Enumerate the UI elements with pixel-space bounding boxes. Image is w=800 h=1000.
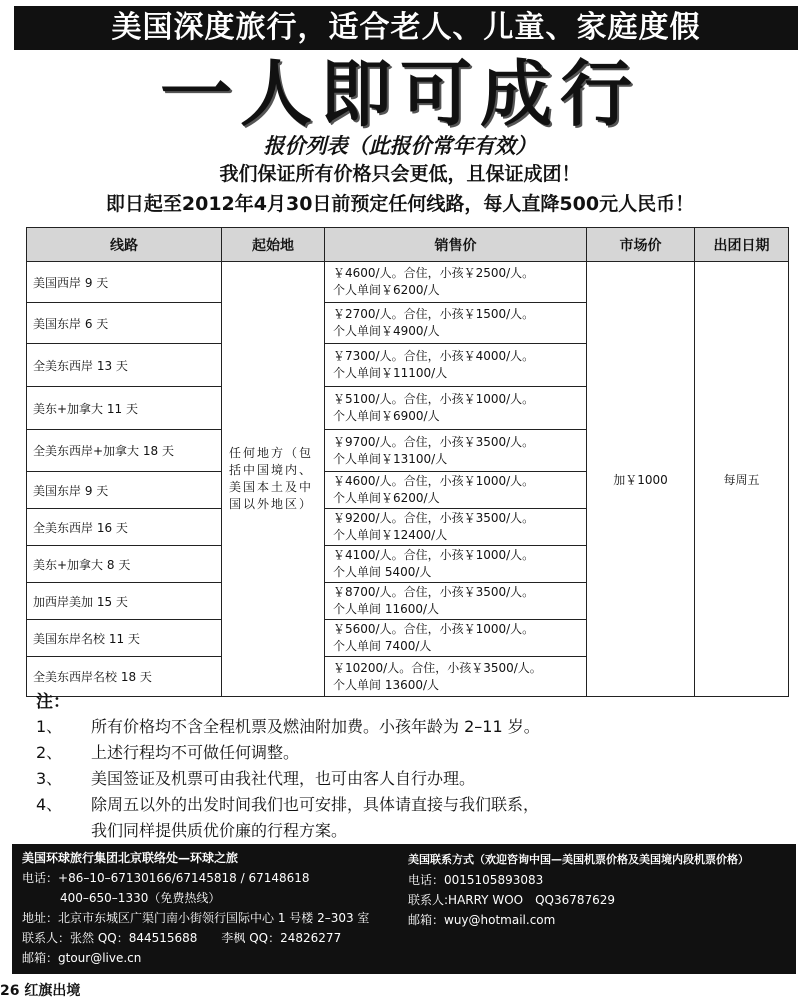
top-banner: 美国深度旅行，适合老人、儿童、家庭度假	[14, 6, 798, 50]
email-address: gtour@live.cn	[58, 951, 142, 965]
route-cell: 全美东西岸 13 天	[27, 344, 222, 387]
price-line-single: 个人单间￥6200/人	[333, 283, 440, 297]
price-line-shared: ￥9200/人。合住，小孩￥3500/人。	[333, 511, 535, 525]
address: 地址：北京市东城区广渠门南小街领行国际中心 1 号楼 2–303 室	[22, 911, 370, 925]
header-departure: 起始地	[222, 228, 325, 262]
note-continuation: 我们同样提供质优价廉的行程方案。	[91, 821, 348, 840]
price-cell	[325, 509, 587, 546]
note-number: 4、	[36, 795, 63, 814]
route-cell: 全美东西岸名校 18 天	[27, 657, 222, 697]
price-cell	[325, 344, 587, 387]
usa-email: 邮箱：wuy@hotmail.com	[408, 913, 556, 927]
price-line-single: 个人单间 5400/人	[333, 565, 432, 579]
price-cell	[325, 303, 587, 344]
price-line-shared: ￥4100/人。合住，小孩￥1000/人。	[333, 548, 535, 562]
price-line-shared: ￥4600/人。合住，小孩￥1000/人。	[333, 474, 535, 488]
usa-contact-title: 美国联系方式（欢迎咨询中国—美国机票价格及美国境内段机票价格）	[408, 853, 749, 866]
contacts: 联系人：张然 QQ：844515688 李枫 QQ：24826277	[22, 931, 342, 945]
note-item	[36, 792, 776, 818]
route-cell: 加西岸美加 15 天	[27, 583, 222, 620]
table-header-row	[27, 228, 789, 262]
route-cell: 美国东岸名校 11 天	[27, 620, 222, 657]
note-item	[36, 766, 776, 792]
price-cell	[325, 430, 587, 472]
route-cell: 美东+加拿大 8 天	[27, 546, 222, 583]
price-cell	[325, 546, 587, 583]
route-cell: 美国西岸 9 天	[27, 262, 222, 303]
price-cell	[325, 262, 587, 303]
route-cell: 美东+加拿大 11 天	[27, 387, 222, 430]
price-line-single: 个人单间￥6900/人	[333, 409, 440, 423]
page-footer: 26 红旗出境	[0, 983, 81, 999]
price-cell	[325, 583, 587, 620]
note-number: 2、	[36, 743, 63, 762]
price-line-single: 个人单间￥4900/人	[333, 324, 440, 338]
price-line-single: 个人单间 7400/人	[333, 639, 432, 653]
price-line-shared: ￥10200/人。合住，小孩￥3500/人。	[333, 660, 542, 675]
header-schedule: 出团日期	[695, 228, 789, 262]
usa-phone: 电话：0015105893083	[408, 873, 544, 887]
hotline: 400–650–1330（免费热线）	[60, 891, 221, 905]
price-line-shared: ￥2700/人。合住，小孩￥1500/人。	[333, 307, 535, 321]
price-line-single: 个人单间￥11100/人	[333, 366, 448, 380]
price-cell	[325, 472, 587, 509]
promotion-text: 即日起至2012年4月30日前预定任何线路，每人直降500元人民币！	[105, 193, 695, 215]
route-cell: 美国东岸 9 天	[27, 472, 222, 509]
price-table	[26, 227, 789, 697]
price-line-single: 个人单间 11600/人	[333, 602, 440, 616]
route-cell: 全美东西岸 16 天	[27, 509, 222, 546]
note-text: 上述行程均不可做任何调整。	[91, 743, 300, 762]
header-route: 线路	[27, 228, 222, 262]
note-text: 除周五以外的出发时间我们也可安排，具体请直接与我们联系，	[91, 795, 540, 814]
beijing-contact	[22, 848, 407, 968]
price-line-shared: ￥8700/人。合住，小孩￥3500/人。	[333, 585, 535, 599]
price-line-single: 个人单间￥12400/人	[333, 528, 448, 542]
org-name: 美国环球旅行集团北京联络处—环球之旅	[22, 851, 239, 865]
price-cell	[325, 387, 587, 430]
market-price-cell: 加￥1000	[587, 262, 695, 697]
notes-section	[36, 690, 776, 844]
departure-cell	[222, 262, 325, 697]
route-cell: 美国东岸 6 天	[27, 303, 222, 344]
note-number: 3、	[36, 769, 63, 788]
note-text: 美国签证及机票可由我社代理，也可由客人自行办理。	[91, 769, 476, 788]
price-line-shared: ￥5100/人。合住，小孩￥1000/人。	[333, 392, 535, 406]
price-line-shared: ￥9700/人。合住，小孩￥3500/人。	[333, 434, 535, 449]
route-cell: 全美东西岸+加拿大 18 天	[27, 430, 222, 472]
usa-contact	[408, 850, 794, 930]
headline: 一人即可成行	[159, 51, 640, 136]
note-number: 1、	[36, 717, 63, 736]
email-line	[22, 948, 407, 968]
price-line-single: 个人单间￥6200/人	[333, 491, 440, 505]
phone-label: 电话：	[22, 871, 59, 885]
header-sale-price: 销售价	[325, 228, 587, 262]
price-line-single: 个人单间 13600/人	[333, 677, 440, 692]
note-item	[36, 740, 776, 766]
note-text: 所有价格均不含全程机票及燃油附加费。小孩年龄为 2–11 岁。	[91, 717, 540, 736]
header-market-price: 市场价	[587, 228, 695, 262]
departure-text: 任何地方（包括中国境内、美国本土及中国以外地区）	[229, 446, 314, 511]
phone-number: +86–10–67130166/67145818 / 67148618	[58, 871, 310, 885]
price-list-title: 报价列表（此报价常年有效）	[263, 134, 537, 158]
guarantee-text: 我们保证所有价格只会更低，且保证成团！	[219, 163, 581, 185]
phone-line	[22, 868, 407, 888]
price-line-shared: ￥7300/人。合住，小孩￥4000/人。	[333, 349, 535, 363]
price-line-shared: ￥5600/人。合住，小孩￥1000/人。	[333, 622, 535, 636]
price-cell	[325, 620, 587, 657]
price-line-single: 个人单间￥13100/人	[333, 451, 448, 466]
table-row	[27, 262, 789, 303]
usa-contact-person: 联系人:HARRY WOO QQ36787629	[408, 893, 616, 907]
email-label: 邮箱：	[22, 951, 59, 965]
schedule-cell: 每周五	[695, 262, 789, 697]
notes-title: 注：	[36, 692, 70, 712]
note-item	[36, 714, 776, 740]
price-line-shared: ￥4600/人。合住，小孩￥2500/人。	[333, 266, 535, 280]
contact-footer	[12, 844, 796, 974]
